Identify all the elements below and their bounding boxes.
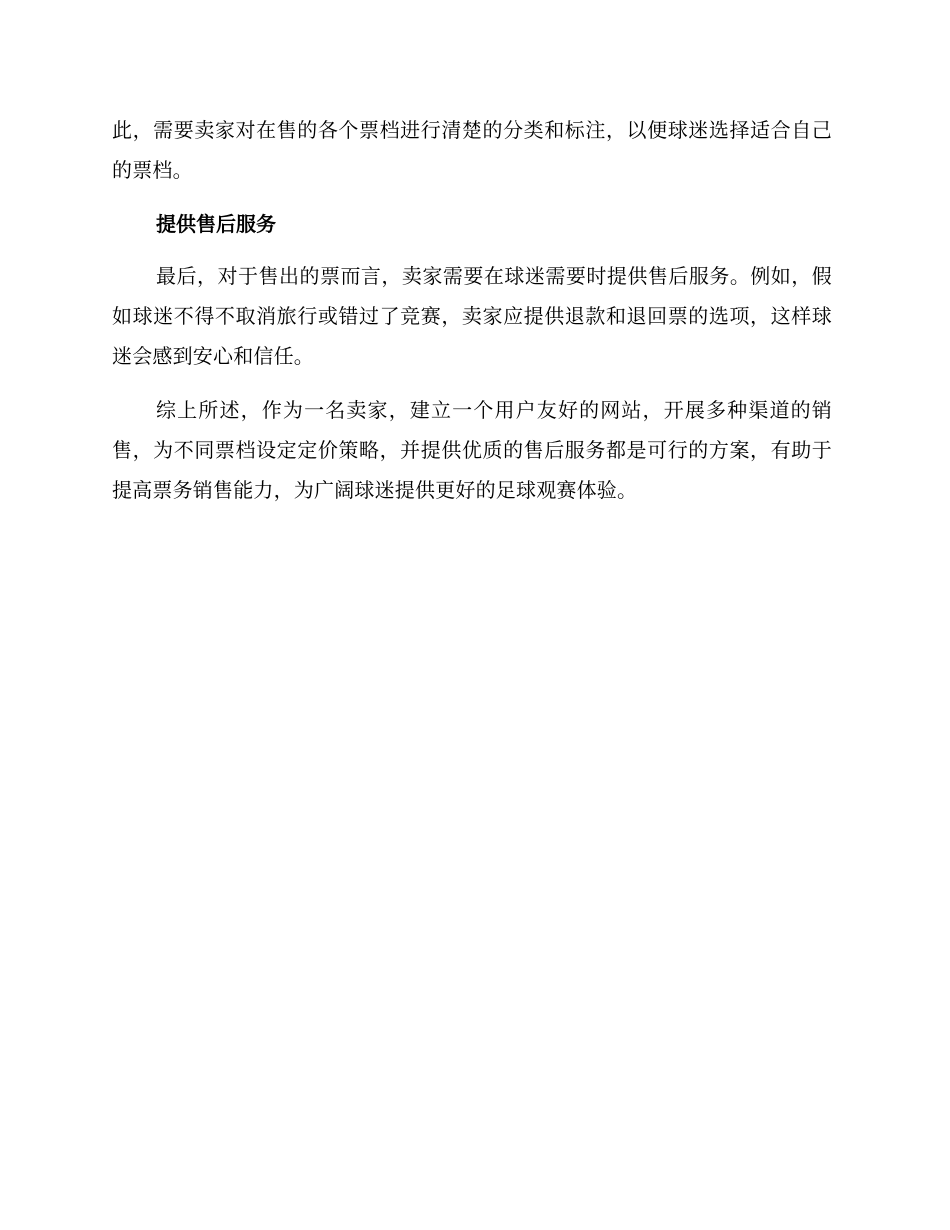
paragraph-continued: 此，需要卖家对在售的各个票档进行清楚的分类和标注，以便球迷选择适合自己的票档。	[112, 118, 832, 182]
section-heading: 提供售后服务	[156, 212, 276, 236]
paragraph-conclusion: 综上所述，作为一名卖家，建立一个用户友好的网站，开展多种渠道的销售，为不同票档设定定价策略，并提供优质的售后服务都是可行的方案，有助于提高票务销售能力，为广阔球迷提供更好的足球观赛体验。	[112, 398, 832, 502]
paragraph-after-sales: 最后，对于售出的票而言，卖家需要在球迷需要时提供售后服务。例如，假如球迷不得不取消旅行或错过了竞赛，卖家应提供退款和退回票的选项，这样球迷会感到安心和信任。	[112, 264, 832, 368]
